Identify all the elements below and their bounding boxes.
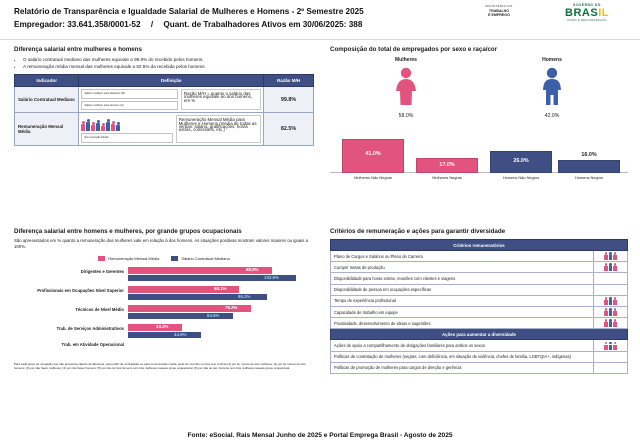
criteria-text: Ações de apoio a compartilhamento de obrigações familiares para ambos os sexos (331, 340, 594, 351)
criteria-mark (594, 295, 628, 306)
bar-value: 44.6% (174, 331, 187, 337)
table-row (331, 262, 628, 273)
bar-value: 33.2% (156, 324, 169, 330)
def-right-remuneration-explain: Remuneração Mensal Média para Mulheres e Homens (média de todas as verbas: salário, gratificações, horas extras, comissões, etc.) (176, 115, 261, 143)
occupational-groups-section (14, 228, 314, 370)
race-composition-chart (330, 131, 628, 187)
criteria-mark (594, 262, 628, 273)
table-row (331, 340, 628, 351)
female-icon (393, 67, 419, 107)
row-indicator-label: Salário Contratual Mediano (15, 87, 79, 113)
people-illustration (81, 115, 172, 143)
table-row (15, 87, 314, 113)
criteria-text: Disponibilidade para horas extras, reuniões com clientes e viagens (331, 273, 594, 284)
row-ratio-value: 99.8% (264, 87, 314, 113)
chart-group-row (14, 266, 314, 285)
bar-value: 75.2% (225, 305, 238, 311)
table-row (331, 351, 628, 362)
criteria-mark (594, 362, 628, 373)
gender-percent: 58.0% (398, 113, 414, 119)
criteria-mark (594, 273, 628, 284)
criteria-mark (594, 318, 628, 329)
criteria-diversity-header: Ações para aumentar a diversidade (331, 329, 628, 340)
bar-value: 26.0% (513, 158, 529, 164)
bar-mulheres-nao-negras (342, 139, 404, 180)
section3-note: São apresentados em % quanto a remuneração das mulheres vale em relação à dos homens. As situações positivas mostram valores maiores ou iguais a 100%. (14, 238, 309, 249)
bar-value: 102.9% (264, 274, 279, 280)
criteria-mark (594, 307, 628, 318)
table-row (331, 295, 628, 306)
bar-category: Homens Não Negros (502, 175, 540, 180)
bullet-item: • A remuneração média mensal das mulheres equivale a 82.5% da recebida pelos homens. (23, 63, 314, 70)
table-header-row (331, 240, 628, 251)
gov-logo-top: GOVERNO DO (573, 3, 601, 7)
gov-logo-sub: UNIÃO E RECONSTRUÇÃO (567, 19, 607, 22)
section1-bullets (14, 56, 314, 70)
table-row (331, 318, 628, 329)
ministry-logo (462, 4, 536, 18)
bar-value: 41.0% (365, 151, 381, 157)
table-row (331, 284, 628, 295)
ministry-logo-top: MINISTÉRIO DO (485, 4, 513, 8)
chart-group-row (14, 285, 314, 304)
chart-group-row (14, 323, 314, 342)
bar-category: Homens Negros (574, 175, 604, 180)
criteria-mark (594, 284, 628, 295)
section3-footnote: Para cada grupo de ocupação que não apresente cálculo de diferença, para exibir de contratação ou para remuneração média, pode ter ocorrido um dos seis motivos:(1) por ter menos de três mulheres; (2) por ter menos de três homens; (3) por não haver mulheres; (4) por não haver homens; (5) por não ter três homens com três mulheres naquele grupo ocupacional; (6) por não ter tem homens nem três mulheres naquele grupo ocupacional (14, 362, 306, 371)
chart-legend (14, 256, 314, 261)
bar-category: Mulheres Negras (432, 175, 462, 180)
bullet-item: • O salário contratual mediano das mulheres equivale a 99.8% do recebido pelos homens. (23, 56, 314, 63)
bar-value: 64.6% (207, 312, 220, 318)
legend-item-salary (171, 256, 229, 261)
criteria-table (330, 239, 628, 374)
legend-swatch-pink (98, 256, 105, 261)
source-footer: Fonte: eSocial. Rais Mensal Junho de 2025 e Portal Emprega Brasil - Agosto de 2025 (187, 432, 453, 439)
group-label: Dirigentes e Gerentes (80, 269, 124, 274)
bar-value: 85.2% (238, 293, 251, 299)
criteria-text: Plano de Cargos e Salários ou Plano de Carreira (331, 251, 594, 262)
ministry-logo-main: TRABALHO E EMPREGO (488, 9, 510, 18)
def-left-median-women: Salário mediano para Mulheres (M) (81, 89, 178, 99)
section1-title: Diferença salarial entre mulheres e homens (14, 46, 142, 53)
col-indicator: Indicador (15, 75, 79, 87)
gov-logo-main: BRASIL (565, 7, 609, 19)
def-left-avg-remuneration: Remuneração Média (81, 133, 172, 143)
criteria-section (330, 228, 628, 374)
criteria-mark (594, 340, 628, 351)
bar-mulheres-negras (416, 158, 478, 180)
criteria-text: Capacidade de trabalho em equipe (331, 307, 594, 318)
section3-title: Diferença salarial entre homens e mulheres, por grande grupos ocupacionais (14, 228, 242, 235)
salary-difference-section (14, 46, 314, 146)
row-indicator-label: Remuneração Mensal Média (15, 113, 79, 146)
table-row (331, 251, 628, 262)
criteria-text: Políticas de promoção de mulheres para cargos de direção e gerência (331, 362, 594, 373)
legend-swatch-blue (171, 256, 178, 261)
bar-category: Mulheres Não Negras (354, 175, 392, 180)
table-row (15, 113, 314, 146)
table-header-row (15, 75, 314, 87)
group-label: Profissionais em Ocupações Nível Superior (37, 288, 124, 293)
bar-value: 16.0% (581, 152, 597, 158)
bar-value: 88.0% (246, 267, 259, 273)
table-row (331, 273, 628, 284)
header-separator: / (150, 20, 154, 29)
composition-section (330, 46, 628, 187)
gender-label: Homens (542, 57, 562, 63)
col-definition: Definição (79, 75, 264, 87)
table-row (331, 307, 628, 318)
occupational-bar-chart (14, 266, 314, 354)
chart-group-row (14, 342, 314, 354)
bar-homens-negros (558, 152, 620, 180)
government-logo (544, 3, 630, 22)
def-left-median-men: Salário mediano para Homens (H) (81, 101, 178, 111)
employer-id: Empregador: 33.641.358/0001-52 (14, 20, 141, 29)
criteria-mark (594, 251, 628, 262)
gender-group-women (336, 57, 476, 119)
row-definition-cell (79, 113, 264, 146)
row-ratio-value: 82.5% (264, 113, 314, 146)
table-row (331, 362, 628, 373)
gender-label: Mulheres (395, 57, 417, 63)
group-label: Trab. em Atividade Operacional (61, 342, 124, 347)
male-icon (539, 67, 565, 107)
def-right-ratio-explain: Razão M/H = quanto o salário das mulheres equivale ao dos homens, em % (181, 89, 261, 110)
criteria-text: Proatividade, desenvolvimento de ideias e sugestões (331, 318, 594, 329)
col-ratio: Razão M/H (264, 75, 314, 87)
bar-homens-nao-negros (490, 151, 552, 180)
criteria-text: Tempo de experiência profissional (331, 295, 594, 306)
page-header (0, 0, 640, 40)
group-label: Técnicos de Nível Médio (75, 307, 124, 312)
chart-group-row (14, 304, 314, 323)
page-title: Relatório de Transparência e Igualdade Salarial de Mulheres e Homens - 2º Semestre 2025 (14, 7, 364, 16)
group-label: Trab. de Serviços Administrativos (56, 326, 124, 331)
indicators-table (14, 74, 314, 146)
row-definition-cell (79, 87, 264, 113)
bar-value: 68.1% (214, 286, 227, 292)
bar-value: 17.0% (439, 162, 455, 168)
active-workers-count: Quant. de Trabalhadores Ativos em 30/06/2025: 388 (163, 20, 363, 29)
gender-composition (330, 57, 628, 129)
section4-title: Critérios de remuneração e ações para garantir diversidade (330, 228, 506, 235)
legend-label: Remuneração Mensal Média (108, 256, 160, 261)
header-subline (14, 19, 484, 30)
criteria-text: Cumprir metas de produção (331, 262, 594, 273)
table-subheader-row (331, 329, 628, 340)
legend-label: Salário Contratual Mediano (181, 256, 230, 261)
legend-item-remuneration (98, 256, 159, 261)
criteria-remuneration-header: Critérios remuneratórios (331, 240, 628, 251)
gender-percent: 42.0% (544, 113, 560, 119)
section2-title: Composição do total de empregados por sexo e raça/cor (330, 46, 498, 53)
gender-group-men (482, 57, 622, 119)
criteria-text: Disponibilidade de pessoa em ocupações específicas (331, 284, 594, 295)
criteria-mark (594, 351, 628, 362)
criteria-text: Políticas de contratação de mulheres (negras, com deficiência, em situação de violência, chefes de família, LGBTQIA+, indígenas) (331, 351, 594, 362)
